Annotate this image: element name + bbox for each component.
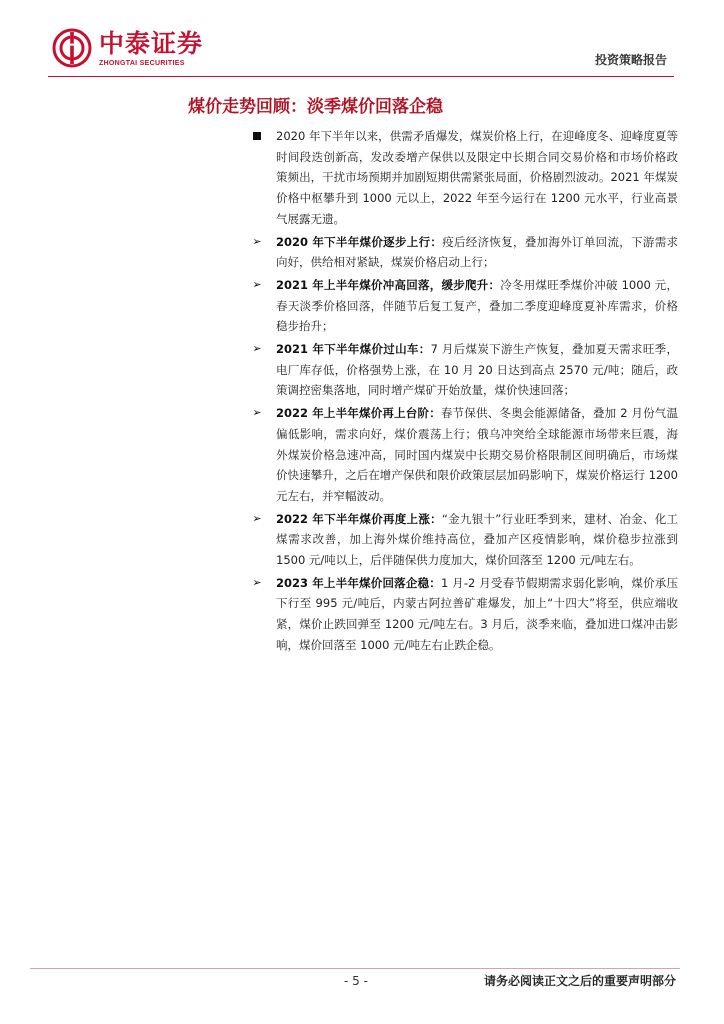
body-content (250, 126, 678, 658)
zhongtai-logo-icon (52, 28, 92, 68)
bullet-item (250, 232, 678, 273)
bullet-item (250, 573, 678, 656)
bullet-heading: 2020 年下半年煤价逐步上行： (276, 234, 443, 249)
bullet-text: 春节保供、冬奥会能源储备，叠加 2 月份气温偏低影响，需求向好，煤价震荡上行；俄乌冲突给全球能源市场带来巨震，海外煤炭价格急速冲高，同时国内煤炭中长期交易价格限制区间明确后，市场煤价快速攀升，之后在增产保供和限价政策层层加码影响下，煤炭价格运行 1200 元左右，并窄幅波动。 (276, 406, 678, 503)
header-divider (48, 76, 674, 77)
bullet-item (250, 275, 678, 337)
arrow-bullet-icon: ➢ (252, 234, 262, 248)
summary-paragraph (250, 126, 678, 230)
arrow-bullet-icon: ➢ (252, 406, 262, 420)
page-header (0, 0, 724, 78)
arrow-bullet-icon: ➢ (252, 511, 262, 525)
bullet-text: 1 月-2 月受春节假期需求弱化影响，煤价承压下行至 995 元/吨后，内蒙古阿拉善矿难爆发，加上“十四大”将至，供应端收紧，煤价止跌回弹至 1200 元/吨左右。3 月后，淡季来临，叠加进口煤冲击影响，煤价回落至 1000 元/吨左右止跌企稳。 (276, 575, 678, 652)
footer-divider (30, 968, 680, 969)
bullet-heading: 2023 年上半年煤价回落企稳： (276, 575, 441, 590)
bullet-heading: 2021 年上半年煤价冲高回落，缓步爬升： (276, 277, 501, 292)
bullet-item (250, 339, 678, 401)
bullet-item (250, 509, 678, 571)
bullet-heading: 2022 年上半年煤价再上台阶： (276, 406, 441, 421)
report-type-label: 投资策略报告 (594, 53, 667, 67)
bullet-item (250, 403, 678, 507)
section-title: 煤价走势回顾：淡季煤价回落企稳 (188, 97, 443, 117)
bullet-text: 7 月后煤炭下游生产恢复，叠加夏天需求旺季，电厂库存低，价格强势上涨，在 10 月 20 日达到高点 2570 元/吨；随后，政策调控密集落地，同时增产煤矿开始放量，煤价快速回落； (276, 342, 678, 398)
page-number: - 5 - (344, 974, 368, 988)
bullet-heading: 2021 年下半年煤价过山车： (276, 342, 431, 357)
company-logo (52, 28, 227, 74)
footer-disclaimer: 请务必阅读正文之后的重要声明部分 (483, 974, 676, 988)
arrow-bullet-icon: ➢ (252, 575, 262, 589)
logo-chinese-name: 中泰证券 (99, 29, 204, 58)
paragraph-text: 2020 年下半年以来，供需矛盾爆发，煤炭价格上行，在迎峰度冬、迎峰度夏等时间段迭创新高，发改委增产保供以及限定中长期合同交易价格和市场价格政策频出，干扰市场预期并加剧短期供需紧张局面，价格剧烈波动。2021 年煤炭价格中枢攀升到 1000 元以上，2022 年至今运行在 1200 元水平，行业高景气展露无遗。 (276, 129, 678, 226)
square-bullet-icon (250, 126, 264, 148)
bullet-text: “金九银十”行业旺季到来，建材、冶金、化工煤需求改善，加上海外煤价维持高位，叠加产区疫情影响，煤价稳步拉涨到 1500 元/吨以上，后伴随保供力度加大，煤价回落至 1200 元/吨左右。 (276, 511, 678, 568)
bullet-text: 冷冬用煤旺季煤价冲破 1000 元，春天淡季价格回落，伴随节后复工复产，叠加二季度迎峰度夏补库需求，价格稳步抬升； (276, 277, 679, 334)
arrow-bullet-icon: ➢ (252, 277, 262, 291)
bullet-text: 疫后经济恢复，叠加海外订单回流，下游需求向好，供给相对紧缺，煤炭价格启动上行； (276, 234, 678, 270)
arrow-bullet-icon: ➢ (252, 342, 262, 356)
bullet-heading: 2022 年下半年煤价再度上涨： (276, 511, 442, 526)
logo-english-name: ZHONGTAI SECURITIES (99, 60, 185, 67)
